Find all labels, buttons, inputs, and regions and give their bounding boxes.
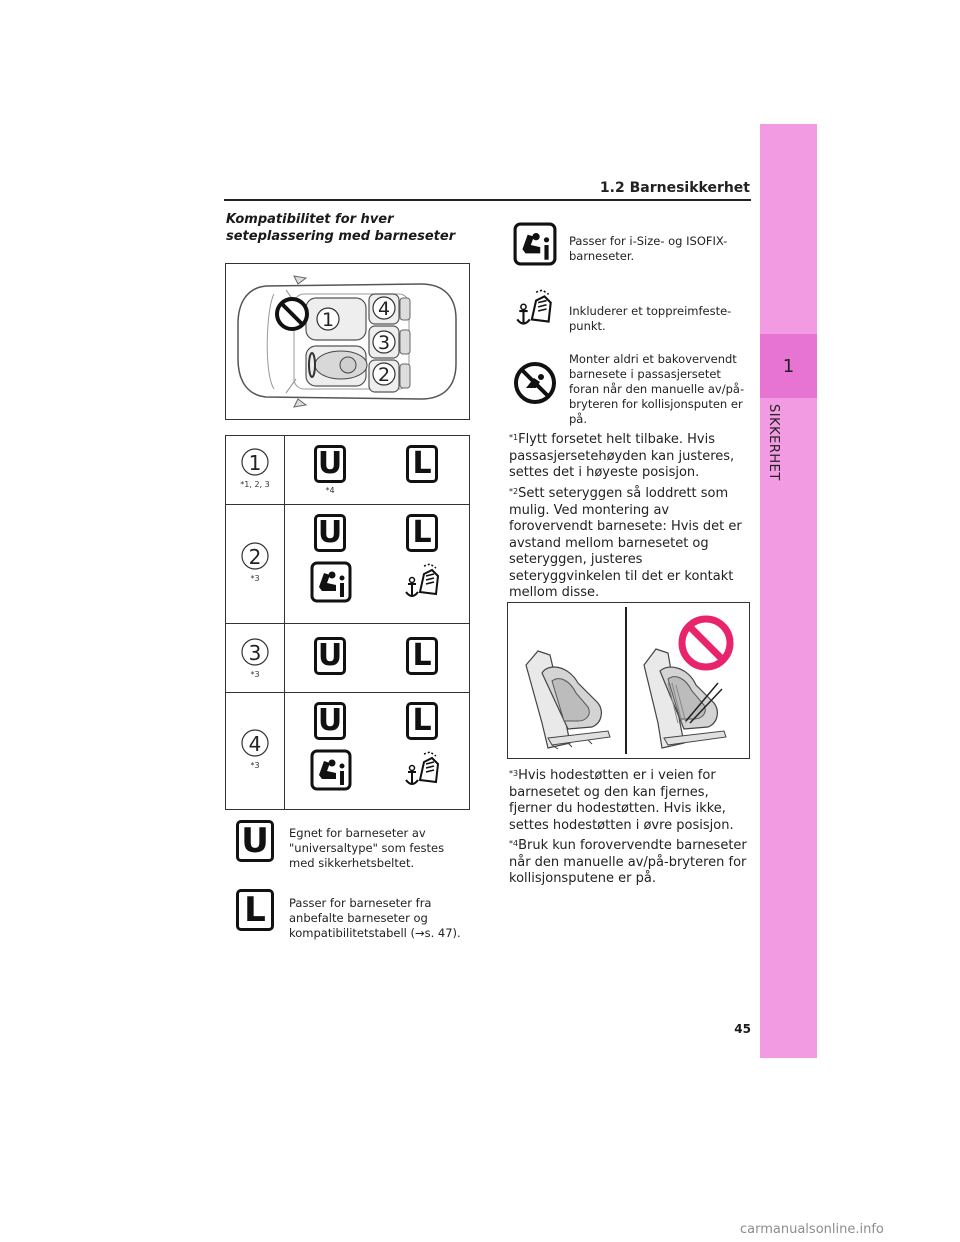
position-note: *1, 2, 3	[240, 480, 270, 489]
seat-number-1: 1	[321, 309, 335, 331]
recommended-l-icon: L	[406, 514, 438, 552]
icon-note: *4	[325, 486, 335, 495]
position-number: 4	[248, 732, 262, 756]
recommended-l-icon: L	[406, 702, 438, 740]
page-number: 45	[734, 1022, 751, 1036]
legend-universal-text: Egnet for barneseter av "universaltype" som festes med sikkerhetsbeltet.	[289, 826, 445, 870]
position-number-badge	[240, 541, 270, 571]
i-size-icon	[310, 561, 352, 603]
top-tether-icon	[402, 750, 444, 792]
position-number-badge	[240, 637, 270, 667]
table-row	[226, 436, 469, 505]
table-row	[226, 693, 469, 809]
legend-recommended-l-icon: L	[236, 889, 274, 931]
position-number: 1	[248, 451, 262, 475]
legend-no-rear-facing-text: Monter aldri et bakovervendt barnesete i passasjersetet foran når den manuelle av/på-bryteren for kollisjonsputen er på.	[569, 352, 745, 426]
footnote-1-text: Flytt forsetet helt tilbake. Hvis passasjersetehøyden kan justeres, settes det i høyeste posisjon.	[509, 432, 735, 480]
watermark-text[interactable]: carmanualsonline.info	[740, 1222, 884, 1237]
footnote-2-text: Sett seteryggen så loddrett som mulig. Ved montering av forovervendt barnesete: Hvis det er avstand mellom barnesetet og seteryggen, justeres seteryggvinkelen til det er kontakt mellom disse.	[509, 486, 742, 600]
footnote-3	[509, 768, 749, 834]
seatback-illustration	[507, 602, 750, 759]
universal-u-icon: U	[314, 702, 346, 740]
footnote-3-text: Hvis hodestøtten er i veien for barnesetet og den kan fjernes, fjerner du hodestøtten. Hvis ikke, settes hodestøtten i øvre posisjon.	[509, 768, 734, 833]
footnote-4-mark: *4	[509, 839, 519, 848]
chapter-number: 1	[782, 355, 795, 377]
universal-u-icon: U	[314, 637, 346, 675]
car-top-view-illustration	[226, 264, 469, 419]
seat-number-3: 3	[377, 332, 391, 354]
position-note: *3	[250, 574, 260, 583]
section-title: Kompatibilitet for hver seteplassering med barneseter	[226, 212, 456, 244]
position-number-badge	[240, 728, 270, 758]
header-divider	[224, 199, 751, 201]
seat-number-2: 2	[377, 364, 391, 386]
universal-u-icon: U	[314, 445, 346, 483]
i-size-icon	[310, 749, 352, 791]
footnote-4-text: Bruk kun forovervendte barneseter når den manuelle av/på-bryteren for kollisjonsputene er på.	[509, 838, 747, 886]
footnote-4	[509, 838, 749, 888]
footnote-3-mark: *3	[509, 769, 519, 778]
top-tether-icon	[402, 562, 444, 604]
table-row	[226, 624, 469, 693]
legend-i-size-text: Passer for i-Size- og ISOFIX-barneseter.	[569, 234, 728, 263]
recommended-l-icon: L	[406, 445, 438, 483]
position-note: *3	[250, 670, 260, 679]
seat-number-4: 4	[377, 298, 391, 320]
footnote-2	[509, 486, 749, 602]
recommended-l-icon: L	[406, 637, 438, 675]
legend-top-tether-icon	[512, 288, 558, 332]
position-number: 3	[248, 641, 262, 665]
position-number: 2	[248, 545, 262, 569]
footnote-1-mark: *1	[509, 433, 519, 442]
footnote-1	[509, 432, 749, 482]
page-header: 1.2 Barnesikkerhet	[599, 180, 750, 196]
table-row	[226, 505, 469, 624]
legend-i-size-icon	[512, 222, 558, 266]
chapter-side-tab	[760, 124, 817, 1058]
universal-u-icon: U	[314, 514, 346, 552]
legend-no-rear-facing-icon	[512, 360, 558, 406]
footnote-2-mark: *2	[509, 487, 519, 496]
position-note: *3	[250, 761, 260, 770]
car-seating-diagram	[225, 263, 470, 420]
compatibility-table	[225, 435, 470, 810]
chapter-label-container	[766, 404, 780, 504]
position-number-badge	[240, 447, 270, 477]
legend-top-tether-text: Inkluderer et toppreimfeste-punkt.	[569, 304, 732, 333]
legend-recommended-text: Passer for barneseter fra anbefalte barneseter og kompatibilitetstabell (→s. 47).	[289, 896, 461, 940]
legend-universal-u-icon: U	[236, 820, 274, 862]
seatback-comparison-illustration	[508, 603, 749, 758]
chapter-number-tab[interactable]	[760, 334, 817, 398]
chapter-label: SIKKERHET	[766, 404, 781, 481]
